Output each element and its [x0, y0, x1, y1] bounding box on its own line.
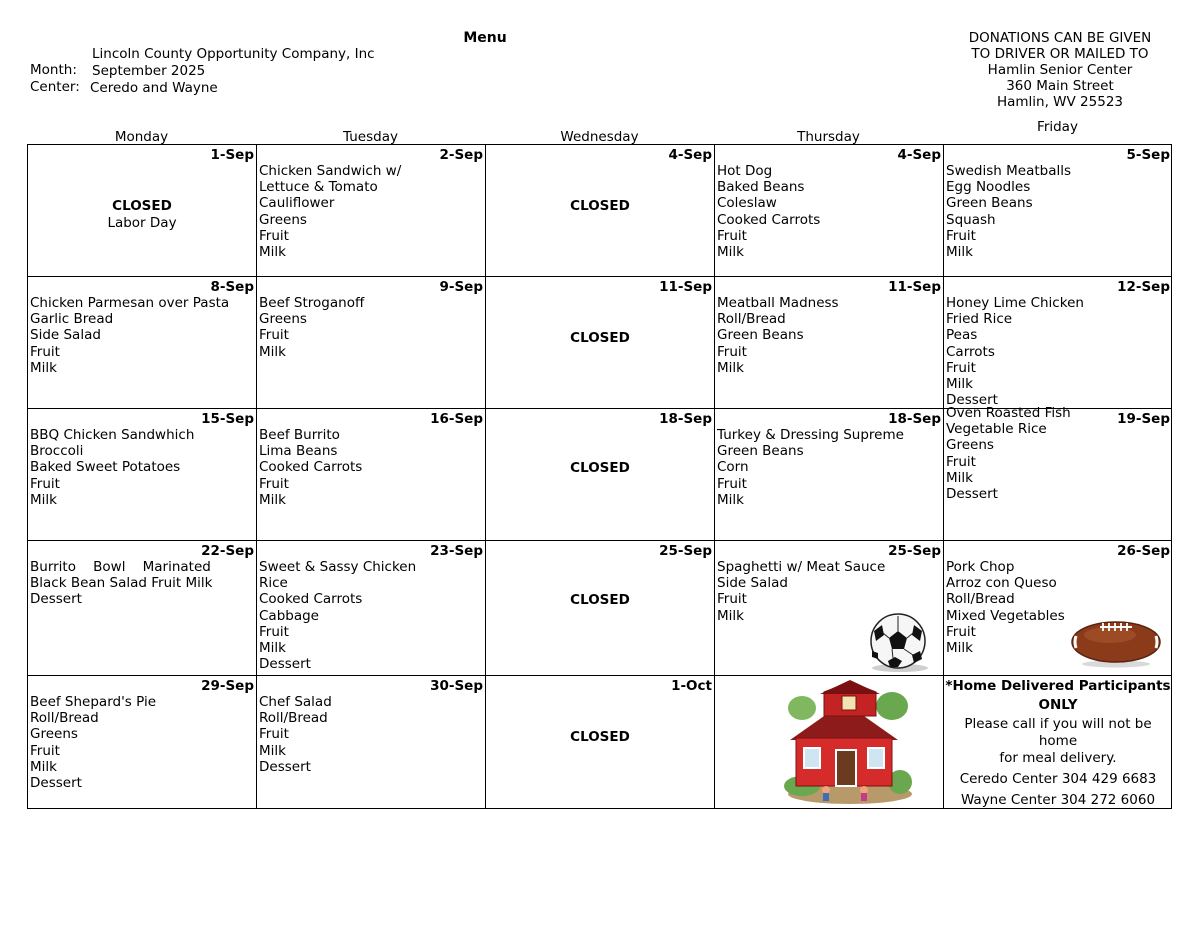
menu-item: Greens: [259, 211, 307, 228]
menu-item: Honey Lime Chicken: [946, 295, 1084, 311]
cell-date: 22-Sep: [201, 543, 254, 559]
menu-item: Dessert: [259, 656, 311, 673]
menu-calendar-grid: [27, 144, 1172, 809]
menu-item: Hot Dog: [717, 163, 773, 179]
donations-line: TO DRIVER OR MAILED TO: [971, 46, 1149, 62]
football-icon: [1070, 617, 1162, 669]
menu-item: Mixed Vegetables: [946, 607, 1065, 624]
header-labels: [30, 62, 80, 96]
day-cell: [257, 676, 486, 809]
menu-item: Beef Stroganoff: [259, 295, 365, 311]
menu-item: Greens: [30, 726, 78, 743]
menu-items: [946, 405, 1071, 502]
menu-item: Vegetable Rice: [946, 421, 1047, 438]
day-cell: [486, 409, 715, 541]
cell-date: 25-Sep: [888, 543, 941, 559]
menu-item: Milk: [717, 607, 744, 624]
menu-item: Cooked Carrots: [259, 591, 363, 608]
closed-label: CLOSED: [570, 729, 630, 745]
menu-item: Cabbage: [259, 607, 319, 624]
menu-item: Milk: [717, 244, 744, 261]
day-cell: [257, 541, 486, 676]
donations-line: Hamlin, WV 25523: [996, 94, 1124, 110]
menu-item: Milk: [259, 640, 286, 657]
day-cell: [257, 409, 486, 541]
menu-items: [946, 163, 1071, 260]
menu-item: Milk: [30, 491, 57, 508]
menu-item: Milk: [717, 491, 744, 508]
day-cell: [257, 277, 486, 409]
day-cell: [486, 277, 715, 409]
menu-item: Cooked Carrots: [259, 459, 363, 476]
donations-line: Hamlin Senior Center: [987, 62, 1133, 78]
day-cell: [28, 145, 257, 277]
day-cell: [715, 409, 944, 541]
menu-item: Fruit: [30, 475, 60, 492]
menu-item: Fruit: [946, 359, 976, 376]
menu-items: [259, 163, 401, 260]
menu-item: Fruit: [946, 227, 976, 244]
menu-item: Milk: [30, 758, 57, 775]
cell-date: 25-Sep: [659, 543, 712, 559]
menu-items: [717, 559, 885, 624]
menu-item: Milk: [946, 469, 973, 486]
menu-item: Corn: [717, 459, 749, 476]
menu-item: Oven Roasted Fish: [946, 405, 1071, 421]
menu-item: Fruit: [259, 327, 289, 344]
day-cell: [944, 405, 1172, 541]
menu-item: Green Beans: [717, 443, 804, 460]
menu-item: Fruit: [30, 742, 60, 759]
schoolhouse-icon: [780, 678, 912, 806]
menu-item: Beef Burrito: [259, 427, 340, 443]
menu-item: Cauliflower: [259, 195, 335, 212]
cell-date: 8-Sep: [210, 279, 254, 295]
menu-item: Dessert: [30, 775, 82, 792]
ceredo-phone: Ceredo Center 304 429 6683: [959, 771, 1157, 787]
cell-date: 12-Sep: [1117, 279, 1170, 295]
menu-item: Carrots: [946, 343, 995, 360]
menu-item: Fruit: [717, 227, 747, 244]
cell-date: 23-Sep: [430, 543, 483, 559]
cell-date: 26-Sep: [1117, 543, 1170, 559]
menu-items: [30, 559, 212, 608]
menu-items: [717, 295, 839, 376]
menu-item: Beef Shepard's Pie: [30, 694, 157, 710]
day-cell: [486, 676, 715, 809]
menu-item: Milk: [259, 244, 286, 261]
menu-items: [259, 694, 332, 775]
cell-date: 29-Sep: [201, 678, 254, 694]
day-cell: [486, 541, 715, 676]
donations-line: 360 Main Street: [1006, 78, 1114, 94]
closed-label: CLOSED: [112, 198, 172, 214]
day-header-monday: Monday: [114, 129, 169, 145]
menu-item: Arroz con Queso: [946, 575, 1057, 592]
menu-items: [259, 427, 362, 508]
menu-item: Peas: [946, 327, 978, 344]
menu-item: Garlic Bread: [30, 311, 114, 328]
menu-item: Dessert: [259, 758, 311, 775]
menu-item: Fruit: [30, 343, 60, 360]
cell-date: 9-Sep: [439, 279, 483, 295]
day-cell: [28, 409, 257, 541]
day-cell: [28, 676, 257, 809]
day-cell: [486, 145, 715, 277]
menu-item: Meatball Madness: [717, 295, 839, 311]
day-cell: [715, 277, 944, 409]
menu-item: Fruit: [259, 475, 289, 492]
day-header-tuesday: Tuesday: [343, 129, 398, 145]
menu-item: Fruit: [259, 726, 289, 743]
menu-items: [30, 427, 194, 508]
cell-date: 1-Oct: [671, 678, 712, 694]
menu-item: Roll/Bread: [946, 591, 1015, 608]
day-cell: [715, 145, 944, 277]
day-header-wednesday: Wednesday: [560, 129, 639, 145]
cell-date: 30-Sep: [430, 678, 483, 694]
notice-only: ONLY: [1038, 697, 1078, 713]
menu-item: Egg Noodles: [946, 179, 1031, 196]
day-cell: [944, 676, 1172, 809]
cell-date: 15-Sep: [201, 411, 254, 427]
menu-items: [717, 427, 904, 508]
menu-item: Chicken Sandwich w/: [259, 163, 402, 179]
org-name: Lincoln County Opportunity Company, Inc: [92, 46, 375, 62]
menu-item: Side Salad: [30, 327, 101, 344]
notice-line: Please call if you will not be home: [964, 716, 1152, 749]
closed-label: CLOSED: [570, 592, 630, 608]
menu-item: Baked Sweet Potatoes: [30, 459, 181, 476]
menu-items: [30, 295, 229, 376]
menu-item: Cooked Carrots: [717, 211, 821, 228]
soccer-ball-icon: [862, 611, 934, 673]
closed-label: CLOSED: [570, 198, 630, 214]
cell-date: 11-Sep: [659, 279, 712, 295]
menu-items: [259, 559, 416, 672]
menu-item: Greens: [946, 437, 994, 454]
menu-item: Milk: [946, 244, 973, 261]
menu-item: Lettuce & Tomato: [259, 179, 378, 196]
header-values: [92, 46, 375, 97]
center-label: Center:: [30, 79, 80, 95]
menu-item: Coleslaw: [717, 195, 777, 212]
menu-item: Milk: [946, 640, 973, 657]
month-label: Month:: [30, 62, 77, 78]
menu-item: Fruit: [946, 453, 976, 470]
day-cell: [944, 145, 1172, 277]
menu-item: Swedish Meatballs: [946, 163, 1072, 179]
menu-item: Milk: [946, 376, 973, 393]
notice-line: for meal delivery.: [999, 750, 1117, 766]
menu-item: Lima Beans: [259, 443, 338, 460]
menu-item: Turkey & Dressing Supreme: [717, 427, 904, 443]
day-cell: [257, 145, 486, 277]
cell-date: 1-Sep: [210, 147, 254, 163]
menu-items: [717, 163, 820, 260]
menu-item: Fruit: [717, 343, 747, 360]
menu-item: Green Beans: [946, 195, 1033, 212]
menu-item: Fruit: [259, 227, 289, 244]
page-title: Menu: [463, 30, 507, 46]
menu-item: Dessert: [946, 392, 998, 409]
notice-title: *Home Delivered Participants: [945, 678, 1171, 694]
menu-item: Side Salad: [717, 575, 788, 592]
donations-line: DONATIONS CAN BE GIVEN: [968, 30, 1152, 46]
menu-items: [30, 694, 156, 791]
cell-date: 16-Sep: [430, 411, 483, 427]
menu-item: Milk: [259, 343, 286, 360]
menu-item: Milk: [30, 359, 57, 376]
menu-item: Milk: [717, 359, 744, 376]
menu-item: Rice: [259, 575, 288, 592]
menu-item: Green Beans: [717, 327, 804, 344]
menu-item: Dessert: [946, 486, 998, 503]
menu-item: Spaghetti w/ Meat Sauce: [717, 559, 886, 575]
cell-date: 4-Sep: [668, 147, 712, 163]
cell-date: 5-Sep: [1126, 147, 1170, 163]
menu-item: BBQ Chicken Sandwhich: [30, 427, 195, 443]
menu-item: Roll/Bread: [717, 311, 786, 328]
menu-item: Fruit: [259, 623, 289, 640]
donations-box: [950, 30, 1170, 110]
cell-date: 18-Sep: [888, 411, 941, 427]
cell-date: 2-Sep: [439, 147, 483, 163]
menu-items: [259, 295, 364, 360]
menu-items: [946, 559, 1065, 656]
menu-item: Fruit: [717, 475, 747, 492]
menu-item: Dessert: [30, 591, 82, 608]
menu-item: Roll/Bread: [259, 710, 328, 727]
menu-item: Broccoli: [30, 443, 84, 460]
day-cell: [944, 277, 1172, 409]
menu-item: Chef Salad: [259, 694, 332, 710]
menu-item: Roll/Bread: [30, 710, 99, 727]
menu-items: [946, 295, 1084, 408]
wayne-phone: Wayne Center 304 272 6060: [960, 792, 1156, 808]
menu-item: Pork Chop: [946, 559, 1015, 575]
closed-label: CLOSED: [570, 460, 630, 476]
day-header-friday: Friday: [1037, 119, 1078, 135]
menu-item: Burrito Bowl Marinated: [30, 559, 211, 575]
menu-item: Squash: [946, 211, 996, 228]
center-value: Ceredo and Wayne: [90, 80, 218, 96]
cell-date: 19-Sep: [1117, 411, 1170, 427]
closed-label: CLOSED: [570, 330, 630, 346]
delivery-notice: [944, 678, 1172, 809]
menu-item: Fruit: [946, 623, 976, 640]
menu-item: Fruit: [717, 591, 747, 608]
menu-item: Baked Beans: [717, 179, 805, 196]
menu-item: Black Bean Salad Fruit Milk: [30, 575, 213, 592]
month-value: September 2025: [92, 63, 206, 79]
menu-item: Sweet & Sassy Chicken: [259, 559, 417, 575]
menu-item: Milk: [259, 491, 286, 508]
holiday-label: Labor Day: [107, 215, 177, 231]
day-cell: [28, 541, 257, 676]
day-header-thursday: Thursday: [797, 129, 860, 145]
menu-item: Chicken Parmesan over Pasta: [30, 295, 230, 311]
menu-item: Greens: [259, 311, 307, 328]
menu-item: Fried Rice: [946, 311, 1013, 328]
cell-date: 18-Sep: [659, 411, 712, 427]
cell-date: 11-Sep: [888, 279, 941, 295]
menu-item: Milk: [259, 742, 286, 759]
day-cell: [28, 277, 257, 409]
cell-date: 4-Sep: [897, 147, 941, 163]
